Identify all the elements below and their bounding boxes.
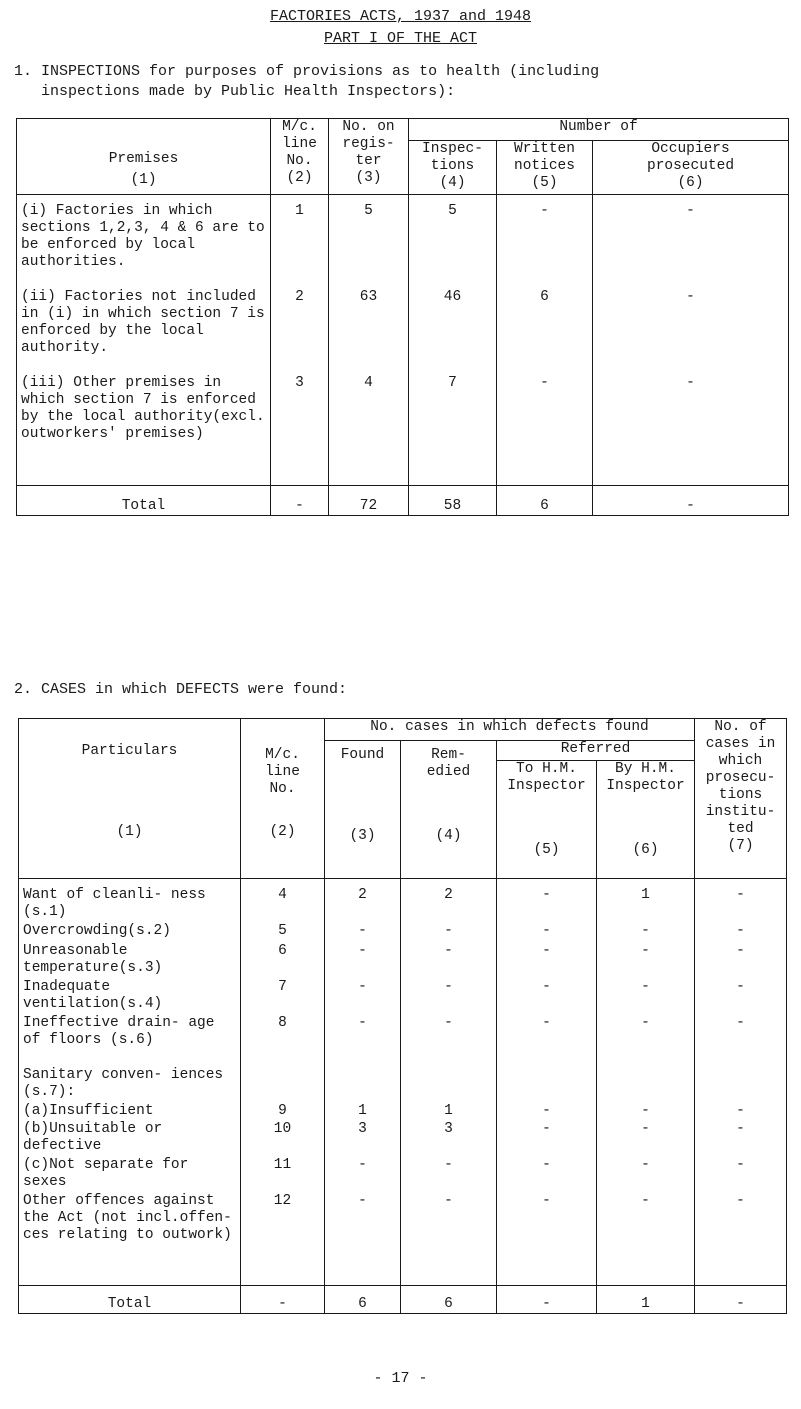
insp-label-1: Inspec- [422,141,483,157]
table-row [19,1193,787,1286]
col-inspections-header [409,141,497,195]
col-by-hm-header [597,761,695,879]
found-cell [325,1067,401,1103]
to-hm-cell: - [497,1103,597,1121]
to-hm-cell: - [497,1015,597,1067]
col-mc-header [271,119,329,195]
written-label-2: notices [514,158,575,174]
written-col-num: (5) [531,175,558,191]
table-row [17,375,789,486]
premises-cell: (i) Factories in which sections 1,2,3, 4 & 6 are to be enforced by local authorities. [17,195,271,290]
to-hm-cell: - [497,923,597,943]
to-hm-cell: - [497,1157,597,1193]
total-row [17,486,789,516]
found-cell: - [325,1157,401,1193]
section1-intro [14,62,794,102]
pros-cell: - [695,1015,787,1067]
pros-label-2: cases in [705,736,776,752]
by-hm-cell: - [597,979,695,1015]
mc-label-3: No. [269,781,296,797]
table-row [19,1103,787,1121]
by-hm-cell: - [597,923,695,943]
col-written-header [497,141,593,195]
particulars-cell: Inadequate ventilation(s.4) [19,979,241,1015]
table-row [19,943,787,979]
particulars-col-num: (1) [116,824,143,840]
pros-cell: - [695,943,787,979]
reg-label-3: ter [355,153,382,169]
col-prosecutions-header [695,719,787,879]
found-col-num: (3) [349,828,376,844]
total-occ: - [593,486,789,516]
table-row [19,1157,787,1193]
occ-col-num: (6) [677,175,704,191]
col-mc-header [241,719,325,879]
particulars-cell: (c)Not separate for sexes [19,1157,241,1193]
document-subtitle: PART I OF THE ACT [323,30,478,47]
number-of-header: Number of [409,119,789,141]
by-hm-cell: - [597,1103,695,1121]
premises-cell: (ii) Factories not included in (i) in which section 7 is enforced by the local authority. [17,289,271,375]
by-hm-cell: - [597,943,695,979]
mc-cell: 8 [241,1015,325,1067]
found-cell: 3 [325,1121,401,1157]
col-premises-header [17,119,271,195]
total-written: 6 [497,486,593,516]
to-hm-label-1: To H.M. [516,761,577,777]
mc-cell: 7 [241,979,325,1015]
section1-intro-line2: inspections made by Public Health Inspectors): [14,83,456,100]
found-cell: 2 [325,879,401,924]
remedied-col-num: (4) [435,828,462,844]
section2-intro: 2. CASES in which DEFECTS were found: [14,681,348,698]
to-hm-cell: - [497,879,597,924]
mc-cell [241,1067,325,1103]
pros-col-num: (7) [727,838,754,854]
col-found-header [325,741,401,879]
remedied-cell: 3 [401,1121,497,1157]
reg-cell: 5 [329,195,409,290]
inspections-table [16,118,789,516]
occ-cell: - [593,195,789,290]
occ-cell: - [593,375,789,486]
mc-cell: 3 [271,375,329,486]
remedied-cell: 1 [401,1103,497,1121]
particulars-cell: Want of cleanli- ness (s.1) [19,879,241,924]
pros-cell: - [695,979,787,1015]
mc-label-3: No. [286,153,313,169]
total-by-hm: 1 [597,1286,695,1314]
total-remedied: 6 [401,1286,497,1314]
insp-label-2: tions [430,158,475,174]
document-title: FACTORIES ACTS, 1937 and 1948 [269,8,532,25]
remedied-label-1: Rem- [431,747,466,763]
remedied-cell: - [401,1193,497,1286]
table-row [19,1067,787,1103]
to-hm-cell: - [497,943,597,979]
total-row [19,1286,787,1314]
pros-cell: - [695,1193,787,1286]
mc-cell: 5 [241,923,325,943]
pros-cell [695,1067,787,1103]
by-hm-label-2: Inspector [606,778,685,794]
pros-label-3: which [718,753,763,769]
occ-cell: - [593,289,789,375]
particulars-cell: (b)Unsuitable or defective [19,1121,241,1157]
table-row [17,195,789,290]
defects-table [18,718,787,1314]
pros-label-1: No. of [714,719,767,735]
cases-header: No. cases in which defects found [325,719,695,741]
to-hm-cell [497,1067,597,1103]
insp-cell: 5 [409,195,497,290]
col-to-hm-header [497,761,597,879]
col-remedied-header [401,741,497,879]
mc-label-2: line [282,136,317,152]
page-number: - 17 - [373,1370,428,1387]
remedied-cell: - [401,923,497,943]
by-hm-col-num: (6) [632,842,659,858]
by-hm-label-1: By H.M. [615,761,676,777]
found-cell: - [325,1015,401,1067]
by-hm-cell [597,1067,695,1103]
mc-cell: 4 [241,879,325,924]
particulars-cell: (a)Insufficient [19,1103,241,1121]
reg-label-1: No. on [342,119,395,135]
reg-cell: 4 [329,375,409,486]
total-pros: - [695,1286,787,1314]
pros-label-5: tions [718,787,763,803]
col-occupiers-header [593,141,789,195]
by-hm-cell: - [597,1193,695,1286]
table-row [19,879,787,924]
table-row [19,979,787,1015]
found-cell: 1 [325,1103,401,1121]
mc-cell: 9 [241,1103,325,1121]
referred-header: Referred [497,741,695,761]
found-cell: - [325,979,401,1015]
occ-label-2: prosecuted [647,158,735,174]
mc-cell: 1 [271,195,329,290]
mc-label-2: line [265,764,300,780]
found-label: Found [340,747,385,763]
insp-cell: 7 [409,375,497,486]
total-mc: - [241,1286,325,1314]
by-hm-cell: - [597,1157,695,1193]
total-label: Total [17,486,271,516]
remedied-cell: - [401,979,497,1015]
total-mc: - [271,486,329,516]
written-cell: 6 [497,289,593,375]
reg-col-num: (3) [355,170,382,186]
by-hm-cell: - [597,1121,695,1157]
particulars-cell: Overcrowding(s.2) [19,923,241,943]
section1-intro-line1: 1. INSPECTIONS for purposes of provisions as to health (including [14,63,600,80]
premises-label: Premises [108,151,179,167]
to-hm-cell: - [497,1121,597,1157]
remedied-label-2: edied [426,764,471,780]
to-hm-label-2: Inspector [507,778,586,794]
pros-cell: - [695,923,787,943]
occ-label-1: Occupiers [651,141,730,157]
mc-col-num: (2) [269,824,296,840]
total-label: Total [19,1286,241,1314]
by-hm-cell: 1 [597,879,695,924]
table-row [19,1015,787,1067]
found-cell: - [325,943,401,979]
premises-col-num: (1) [130,172,157,188]
remedied-cell: - [401,943,497,979]
col-register-header [329,119,409,195]
mc-cell: 2 [271,289,329,375]
pros-label-7: ted [727,821,754,837]
written-label-1: Written [514,141,575,157]
to-hm-cell: - [497,1193,597,1286]
total-insp: 58 [409,486,497,516]
mc-cell: 11 [241,1157,325,1193]
particulars-label: Particulars [81,743,178,759]
col-particulars-header [19,719,241,879]
total-found: 6 [325,1286,401,1314]
table-row [19,923,787,943]
remedied-cell: - [401,1015,497,1067]
particulars-cell: Unreasonable temperature(s.3) [19,943,241,979]
pros-cell: - [695,1103,787,1121]
written-cell: - [497,375,593,486]
remedied-cell [401,1067,497,1103]
to-hm-cell: - [497,979,597,1015]
mc-col-num: (2) [286,170,313,186]
reg-cell: 63 [329,289,409,375]
written-cell: - [497,195,593,290]
to-hm-col-num: (5) [533,842,560,858]
pros-cell: - [695,879,787,924]
pros-label-4: prosecu- [705,770,776,786]
pros-cell: - [695,1157,787,1193]
mc-label-1: M/c. [265,747,300,763]
remedied-cell: - [401,1157,497,1193]
table-row [19,1121,787,1157]
remedied-cell: 2 [401,879,497,924]
total-to-hm: - [497,1286,597,1314]
found-cell: - [325,1193,401,1286]
by-hm-cell: - [597,1015,695,1067]
insp-cell: 46 [409,289,497,375]
mc-cell: 12 [241,1193,325,1286]
mc-label-1: M/c. [282,119,317,135]
pros-cell: - [695,1121,787,1157]
particulars-cell: Sanitary conven- iences (s.7): [19,1067,241,1103]
pros-label-6: institu- [705,804,776,820]
insp-col-num: (4) [439,175,466,191]
premises-cell: (iii) Other premises in which section 7 is enforced by the local authority(excl. outworkers' premises) [17,375,271,486]
total-reg: 72 [329,486,409,516]
found-cell: - [325,923,401,943]
mc-cell: 6 [241,943,325,979]
mc-cell: 10 [241,1121,325,1157]
particulars-cell: Other offences against the Act (not incl.offen- ces relating to outwork) [19,1193,241,1286]
reg-label-2: regis- [342,136,395,152]
particulars-cell: Ineffective drain- age of floors (s.6) [19,1015,241,1067]
table-row [17,289,789,375]
